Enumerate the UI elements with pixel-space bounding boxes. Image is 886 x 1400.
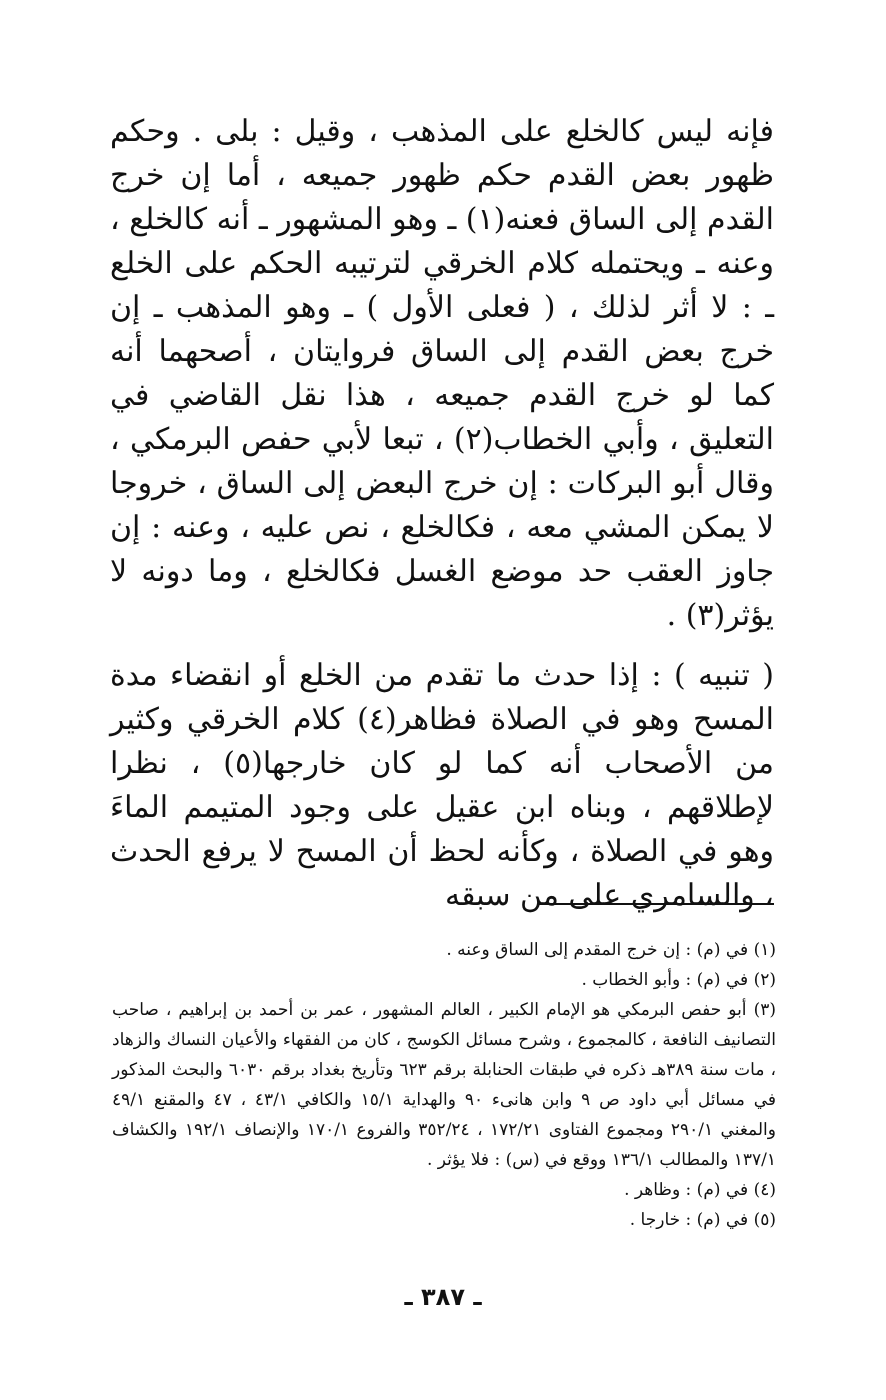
- footnotes: [112, 935, 776, 1235]
- footnote-divider: [538, 903, 774, 905]
- footnote-3: (٣) أبو حفص البرمكي هو الإمام الكبير ، العالم المشهور ، عمر بن أحمد بن إبراهيم ، صاحب التصانيف النافعة ، كالمجموع ، وشرح مسائل الكوسج ، كان من الفقهاء والأعيان النساك والزهاد ، مات سنة ٣٨٩هـ ذكره في طبقات الحنابلة برقم ٦٢٣ وتأريخ بغداد برقم ٦٠٣٠ والبحث المذكور في مسائل أبي داود ص ٩ وابن هانىء ٩٠ والهداية ١٥/١ والكافي ٤٣/١ ، ٤٧ والمقنع ٤٩/١ والمغني ٢٩٠/١ ومجموع الفتاوى ١٧٢/٢١ ، ٣٥٢/٢٤ والفروع ١٧٠/١ والإنصاف ١٩٢/١ والكشاف ١٣٧/١ والمطالب ١٣٦/١ ووقع في (س) : فلا يؤثر .: [112, 1000, 776, 1170]
- footnote-2: (٢) في (م) : وأبو الخطاب .: [581, 970, 776, 990]
- footnote-5: (٥) في (م) : خارجا .: [629, 1210, 776, 1230]
- footnote-4: (٤) في (م) : وظاهر .: [624, 1180, 776, 1200]
- paragraph-1: فإنه ليس كالخلع على المذهب ، وقيل : بلى . وحكم ظهور بعض القدم حكم ظهور جميعه ، أما إن خرج القدم إلى الساق فعنه(١) ـ وهو المشهور ـ أنه كالخلع ، وعنه ـ ويحتمله كلام الخرقي لترتيبه الحكم على الخلع ـ : لا أثر لذلك ، ( فعلى الأول ) ـ وهو المذهب ـ إن خرج بعض القدم إلى الساق فروايتان ، أصحهما أنه كما لو خرج القدم جميعه ، هذا نقل القاضي في التعليق ، وأبي الخطاب(٢) ، تبعا لأبي حفص البرمكي ، وقال أبو البركات : إن خرج البعض إلى الساق ، خروجا لا يمكن المشي معه ، فكالخلع ، نص عليه ، وعنه : إن جاوز العقب حد موضع الغسل فكالخلع ، وما دونه لا يؤثر(٣) .: [109, 114, 774, 633]
- paragraph-2-tanbih: ( تنبيه ) : إذا حدث ما تقدم من الخلع أو انقضاء مدة المسح وهو في الصلاة فظاهر(٤) كلام الخرقي وكثير من الأصحاب أنه كما لو كان خارجها(٥) ، نظرا لإطلاقهم ، وبناه ابن عقيل على وجود المتيمم الماءَ وهو في الصلاة ، وكأنه لحظ أن المسح لا يرفع الحدث ، والسامري على من سبقه: [110, 658, 774, 913]
- footnote-1: (١) في (م) : إن خرج المقدم إلى الساق وعنه .: [446, 940, 776, 960]
- page-number: ـ ٣٨٧ ـ: [404, 1283, 482, 1311]
- main-text: [110, 110, 774, 918]
